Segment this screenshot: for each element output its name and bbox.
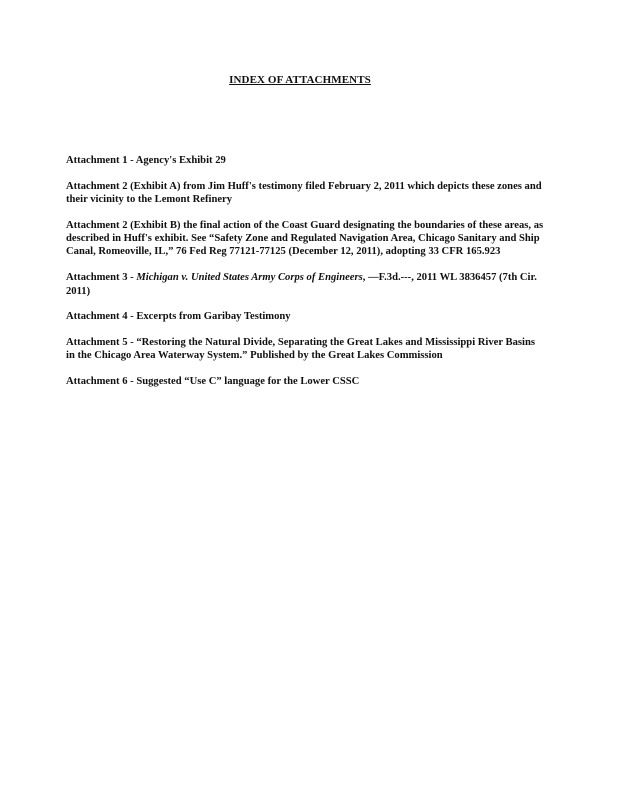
- attachment-1: Attachment 1 - Agency's Exhibit 29: [66, 155, 226, 166]
- attachment-3-prefix: Attachment 3 -: [66, 272, 137, 284]
- attachment-6: Attachment 6 - Suggested “Use C” language for the Lower CSSC: [66, 376, 360, 388]
- attachment-3: [66, 271, 544, 298]
- attachment-2b: Attachment 2 (Exhibit B) the final action of the Coast Guard designating the boundaries of these areas, as described in Huff's exhibit. See “Safety Zone and Regulated Navigation Area, Chicago Sanitary and Ship Canal, Romeoville, IL,” 76 Fed Reg 77121-77125 (December 12, 2011), adopting 33 CFR 165.923: [66, 219, 544, 258]
- attachment-2a: Attachment 2 (Exhibit A) from Jim Huff's testimony filed February 2, 2011 which depicts these zones and their vicinity to the Lemont Refinery: [66, 180, 542, 206]
- attachment-3-case-name: Michigan v. United States Army Corps of Engineers: [136, 272, 363, 284]
- attachment-4: Attachment 4 - Excerpts from Garibay Testimony: [66, 311, 291, 323]
- attachment-5: Attachment 5 - “Restoring the Natural Divide, Separating the Great Lakes and Mississippi River Basins in the Chicago Area Waterway System.” Published by the Great Lakes Commission: [66, 337, 535, 362]
- attachment-list: [66, 154, 544, 401]
- page-title: INDEX OF ATTACHMENTS: [229, 74, 371, 86]
- attachment-3-citation: , —F.3d.---, 2011 WL 3836457 (7th Cir. 2011): [66, 272, 537, 297]
